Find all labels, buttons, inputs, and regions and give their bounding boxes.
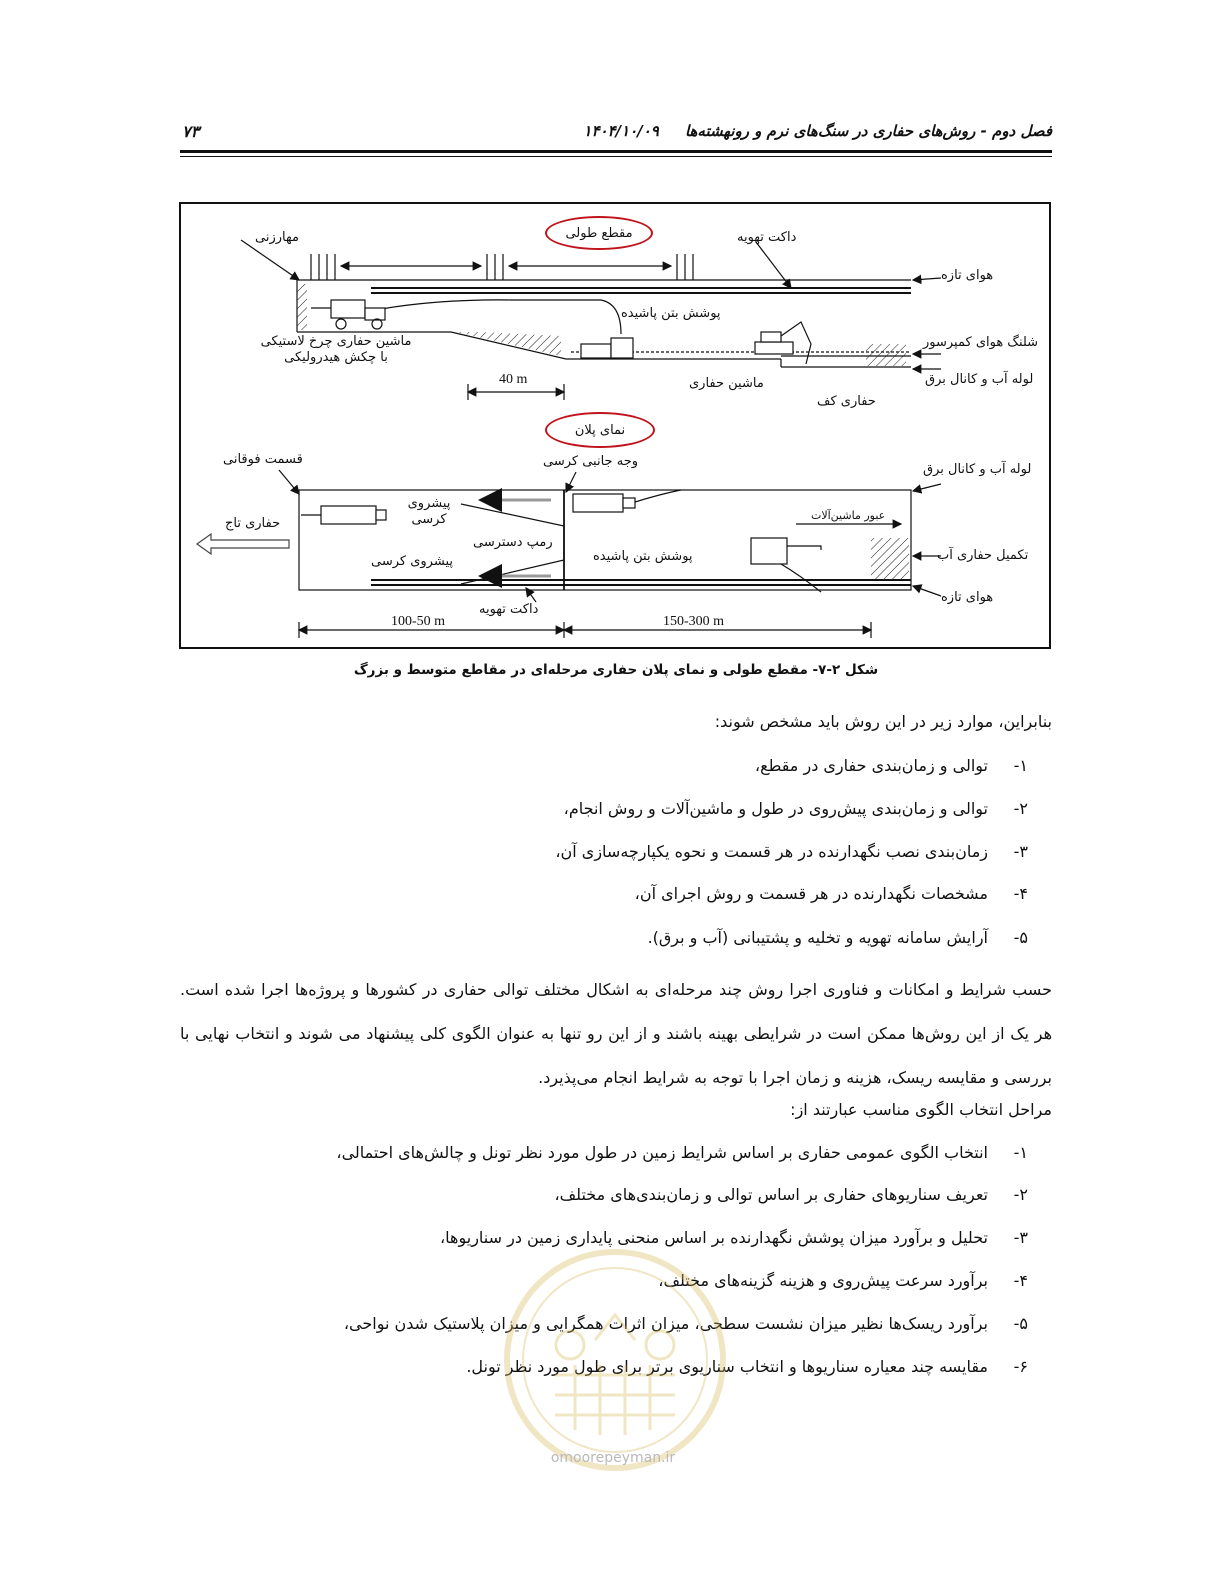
list1-item (755, 756, 1028, 775)
list1-item-number: ۴- (1013, 884, 1028, 903)
list1-item (555, 842, 1028, 861)
list1-item-text: توالی و زمان‌بندی پیش‌روی در طول و ماشین‌آلات و روش انجام، (563, 799, 988, 818)
list2-item (554, 1185, 1028, 1204)
list1-item (564, 799, 1028, 818)
list1-item-text: زمان‌بندی نصب نگهدارنده در هر قسمت و نحوه یکپارچه‌سازی آن، (555, 842, 988, 861)
label-wheeled-rig-line2: با چکش هیدرولیکی (284, 349, 388, 365)
list2-item-number: ۴- (1013, 1271, 1028, 1290)
label-invert: حفاری کف (817, 394, 876, 409)
intro-text: بنابراین، موارد زیر در این روش باید مشخص شوند: (714, 712, 1052, 731)
label-wheeled-rig-line1: ماشین حفاری چرخ لاستیکی (260, 334, 412, 349)
running-title (583, 122, 1052, 140)
section-title: مقطع طولی (565, 225, 633, 241)
plan-title-oval (545, 412, 655, 448)
seal-logo-icon (500, 1245, 730, 1475)
tunnel-figure (179, 202, 1051, 649)
label-bench-advance: پیشروی کرسی (371, 554, 453, 569)
label-dim-40: 40 m (499, 372, 528, 387)
figure-caption: شکل ۲-۷- مقطع طولی و نمای پلان حفاری مرحله‌ای در مقاطع متوسط و بزرگ (353, 662, 879, 678)
label-invert-complete: تکمیل حفاری آب (937, 548, 1029, 563)
label-fresh-air: هوای تازه (941, 268, 994, 283)
list2-item-text: مقایسه چند معیاره سناریوها و انتخاب سناریوی برتر برای طول مورد نظر تونل. (466, 1357, 988, 1376)
label-crown-excavation: حفاری تاج (225, 516, 281, 531)
list2-item-text: برآورد سرعت پیش‌روی و هزینه گزینه‌های مختلف، (658, 1271, 988, 1290)
steps-intro: مراحل انتخاب الگوی مناسب عبارتند از: (790, 1100, 1052, 1119)
section-title-oval (545, 216, 653, 250)
label-bench-advance-1: پیشروی (407, 496, 451, 511)
list2-item-number: ۱- (1013, 1143, 1028, 1162)
label-compressor-hose: شلنگ هوای کمپرسور (923, 335, 1039, 350)
page-header (182, 118, 1052, 148)
label-shotcrete: پوشش بتن پاشیده (621, 306, 721, 321)
list2-item-number: ۶- (1013, 1357, 1028, 1376)
label-water-power-2: لوله آب و کانال برق (923, 462, 1032, 477)
list1-item-text: توالی و زمان‌بندی حفاری در مقطع، (754, 756, 988, 775)
label-water-power: لوله آب و کانال برق (925, 372, 1034, 387)
list2-item-number: ۵- (1013, 1314, 1028, 1333)
label-dim-100-50: 100-50 m (391, 614, 446, 629)
label-fresh-air-2: هوای تازه (941, 590, 994, 605)
list1-item-number: ۲- (1013, 799, 1028, 818)
list2-item-number: ۲- (1013, 1185, 1028, 1204)
label-excavator: ماشین حفاری (689, 376, 764, 391)
plan-title: نمای پلان (574, 422, 626, 438)
list1-item (648, 928, 1028, 947)
list2-item-text: تعریف سناریوهای حفاری بر اساس توالی و زمان‌بندی‌های مختلف، (554, 1185, 988, 1204)
list2-item-text: برآورد ریسک‌ها نظیر میزان نشست سطحی، میزان اثرات همگرایی و میزان پلاستیک شدن نواحی، (343, 1314, 988, 1333)
label-bench-advance-2: کرسی (411, 511, 447, 527)
list1-item-number: ۳- (1013, 842, 1028, 861)
label-anchoring: مهارزنی (255, 230, 299, 245)
list1-item-number: ۵- (1013, 928, 1028, 947)
label-ventilation-duct-2: داکت تهویه (479, 602, 539, 617)
label-bench-side: وجه جانبی کرسی (543, 454, 639, 469)
label-wheeled-rig (251, 334, 421, 365)
list1-item-text: مشخصات نگهدارنده در هر قسمت و روش اجرای آن، (634, 884, 988, 903)
page-number: ۷۳ (182, 122, 200, 141)
label-bench-advance-box (399, 496, 459, 527)
plan-view (197, 470, 941, 638)
longitudinal-section (241, 240, 941, 400)
chapter-title: فصل دوم - روش‌های حفاری در سنگ‌های نرم و رونهشته‌ها (684, 122, 1052, 140)
list2-item-text: تحلیل و برآورد میزان پوشش نگهدارنده بر اساس منحنی پایداری زمین در سناریوها، (440, 1228, 988, 1247)
list2-item-number: ۳- (1013, 1228, 1028, 1247)
label-ventilation-duct: داکت تهویه (737, 230, 797, 245)
list1-item (635, 884, 1028, 903)
list2-item (336, 1143, 1028, 1162)
watermark-site: omoorepeyman.ir (550, 1450, 676, 1466)
body-paragraph: حسب شرایط و امکانات و فناوری اجرا روش چند مرحله‌ای به اشکال مختلف توالی حفاری در کشورها و پروژه‌ها اجرا شده است. هر یک از این روش‌ها ممکن است در شرایطی بهینه باشند و از این رو تنها به عنوان الگوی کلی پیشنهاد می شوند و انتخاب نهایی با بررسی و مقایسه ریسک، هزینه و زمان اجرا با توجه به شرایط انجام می‌پذیرد. (180, 980, 1052, 1087)
label-shotcrete-2: پوشش بتن پاشیده (593, 549, 693, 564)
header-rule-thin (180, 156, 1052, 157)
list2-item-text: انتخاب الگوی عمومی حفاری بر اساس شرایط زمین در طول مورد نظر تونل و چالش‌های احتمالی، (336, 1143, 988, 1162)
label-access-ramp: رمپ دسترسی (473, 535, 553, 550)
header-rule-thick (180, 150, 1052, 153)
list1-item-number: ۱- (1013, 756, 1028, 775)
label-dim-150-300: 150-300 m (663, 614, 725, 629)
label-top-heading: قسمت فوقانی (223, 452, 303, 467)
list1-item-text: آرایش سامانه تهویه و تخلیه و پشتیبانی (آب و برق). (647, 928, 988, 947)
header-date: ۱۴۰۴/۱۰/۰۹ (583, 122, 659, 140)
label-machinery-pass: عبور ماشین‌آلات (811, 509, 886, 522)
